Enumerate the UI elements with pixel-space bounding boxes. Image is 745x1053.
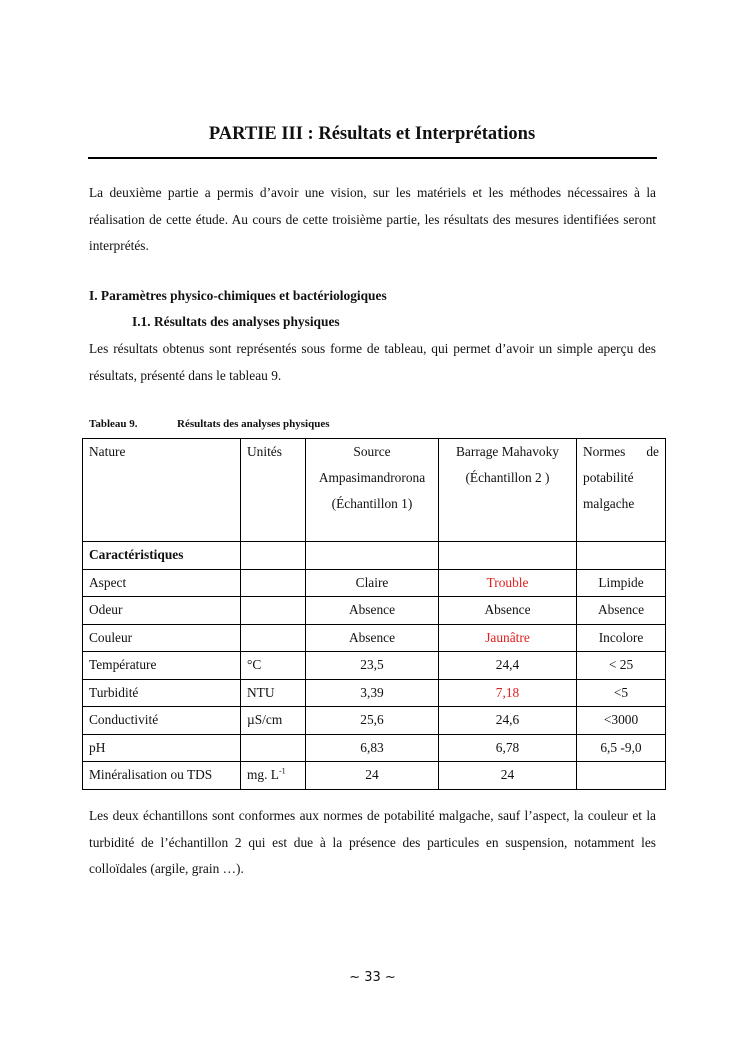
cell-nature: Minéralisation ou TDS bbox=[83, 762, 241, 790]
cell-sample2: Trouble bbox=[439, 569, 577, 597]
header-sample2-line2: (Échantillon 2 ) bbox=[465, 470, 550, 485]
cell-sample1: 23,5 bbox=[306, 652, 439, 680]
table-row bbox=[83, 734, 666, 762]
cell-unit bbox=[241, 734, 306, 762]
page-title: PARTIE III : Résultats et Interprétations bbox=[208, 124, 536, 144]
cell-nature: Odeur bbox=[83, 597, 241, 625]
header-norms bbox=[577, 439, 666, 542]
header-sample2 bbox=[439, 439, 577, 542]
conclusion-paragraph: Les deux échantillons sont conformes aux normes de potabilité malgache, sauf l’aspect, la couleur et la turbidité de l’échantillon 2 qui est due à la présence des particules en suspension, notamment les colloïdales (argile, grain …). bbox=[89, 808, 656, 876]
table-row bbox=[83, 624, 666, 652]
cell-nature: pH bbox=[83, 734, 241, 762]
cell-norm bbox=[577, 762, 666, 790]
table-row bbox=[83, 652, 666, 680]
cell-nature: Température bbox=[83, 652, 241, 680]
intro-paragraph: La deuxième partie a permis d’avoir une vision, sur les matériels et les méthodes nécessaires à la réalisation de cette étude. Au cours de cette troisième partie, les résultats des mesures identifiées seront interprétés. bbox=[89, 185, 656, 253]
subsection-heading: I.1. Résultats des analyses physiques bbox=[132, 314, 340, 329]
cell-unit: mg. $L^{-1}$ bbox=[241, 762, 306, 790]
table-row bbox=[83, 597, 666, 625]
section-label-cell: Caractéristiques bbox=[83, 542, 241, 570]
results-table bbox=[82, 438, 666, 790]
cell-unit: µS/cm bbox=[241, 707, 306, 735]
cell-norm: Incolore bbox=[577, 624, 666, 652]
table-caption-number: Tableau 9. bbox=[89, 418, 138, 430]
header-sample2-line1: Barrage Mahavoky bbox=[456, 444, 559, 459]
cell-sample2: 6,78 bbox=[439, 734, 577, 762]
cell-unit bbox=[241, 624, 306, 652]
table-row bbox=[83, 762, 666, 790]
cell-norm: Absence bbox=[577, 597, 666, 625]
table-row bbox=[83, 707, 666, 735]
cell-unit: NTU bbox=[241, 679, 306, 707]
cell-sample2: 7,18 bbox=[439, 679, 577, 707]
table-caption-title: Résultats des analyses physiques bbox=[177, 418, 330, 430]
header-nature: Nature bbox=[83, 439, 241, 542]
cell-sample2: Jaunâtre bbox=[439, 624, 577, 652]
cell-sample1: Absence bbox=[306, 624, 439, 652]
header-norms-line1: Normes de bbox=[583, 444, 659, 459]
cell-nature: Couleur bbox=[83, 624, 241, 652]
unit-exponent: -1 bbox=[279, 766, 286, 776]
cell-unit bbox=[241, 597, 306, 625]
cell-nature: Conductivité bbox=[83, 707, 241, 735]
header-sample1-line1: Source bbox=[353, 444, 391, 459]
header-norms-line2: potabilité bbox=[583, 470, 634, 485]
cell-sample1: 25,6 bbox=[306, 707, 439, 735]
cell-sample2: 24,4 bbox=[439, 652, 577, 680]
cell-sample1: 6,83 bbox=[306, 734, 439, 762]
cell-norm: 6,5 -9,0 bbox=[577, 734, 666, 762]
header-units: Unités bbox=[241, 439, 306, 542]
header-sample1-line3: (Échantillon 1) bbox=[331, 496, 413, 511]
table-section-row bbox=[83, 542, 666, 570]
page-number: ~ 33 ~ bbox=[349, 970, 396, 985]
cell-norm: < 25 bbox=[577, 652, 666, 680]
cell-norm: <5 bbox=[577, 679, 666, 707]
cell-norm: Limpide bbox=[577, 569, 666, 597]
title-divider bbox=[88, 157, 657, 159]
cell-unit: °C bbox=[241, 652, 306, 680]
cell-sample2: 24 bbox=[439, 762, 577, 790]
results-intro-paragraph: Les résultats obtenus sont représentés sous forme de tableau, qui permet d’avoir un simple aperçu des résultats, présenté dans le tableau 9. bbox=[89, 341, 656, 383]
cell-sample2: 24,6 bbox=[439, 707, 577, 735]
header-norms-line3: malgache bbox=[583, 496, 635, 511]
cell-sample1: Absence bbox=[306, 597, 439, 625]
cell-sample1: Claire bbox=[306, 569, 439, 597]
header-sample1 bbox=[306, 439, 439, 542]
table-row bbox=[83, 569, 666, 597]
cell-norm: <3000 bbox=[577, 707, 666, 735]
cell-sample1: 24 bbox=[306, 762, 439, 790]
table-row bbox=[83, 679, 666, 707]
cell-nature: Turbidité bbox=[83, 679, 241, 707]
table-caption bbox=[89, 418, 330, 430]
table-header-row bbox=[83, 439, 666, 542]
header-sample1-line2: Ampasimandrorona bbox=[318, 470, 426, 485]
cell-sample1: 3,39 bbox=[306, 679, 439, 707]
cell-unit bbox=[241, 569, 306, 597]
cell-nature: Aspect bbox=[83, 569, 241, 597]
cell-sample2: Absence bbox=[439, 597, 577, 625]
section-heading: I. Paramètres physico-chimiques et bactériologiques bbox=[89, 288, 387, 303]
